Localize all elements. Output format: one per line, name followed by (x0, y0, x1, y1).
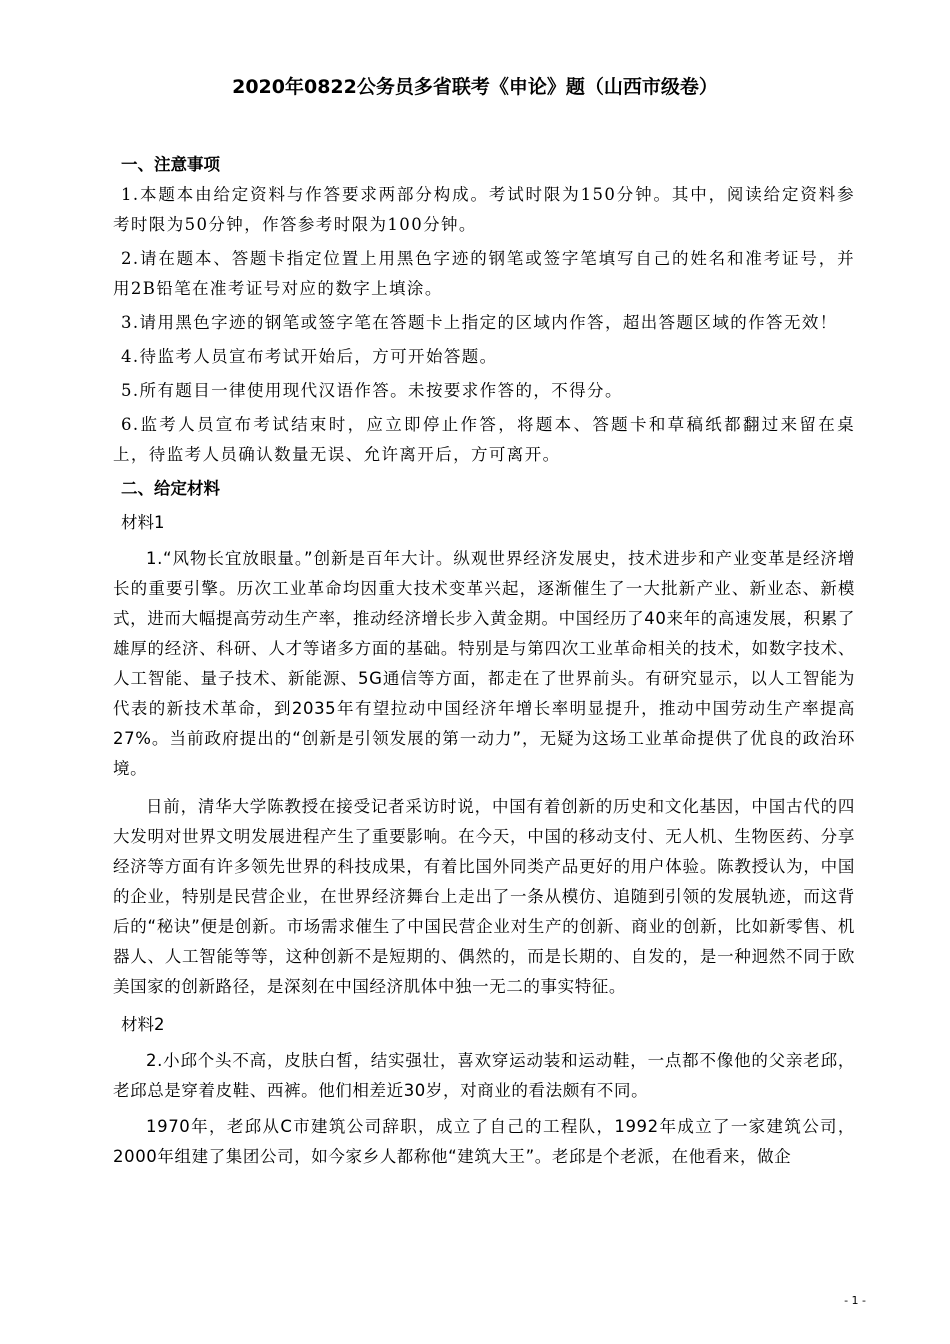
note-item: 6.监考人员宣布考试结束时，应立即停止作答，将题本、答题卡和草稿纸都翻过来留在桌上，待监考人员确认数量无误、允许离开后，方可离开。 (113, 415, 855, 464)
material-1-heading: 材料1 (121, 513, 165, 532)
note-item: 3.请用黑色字迹的钢笔或签字笔在答题卡上指定的区域内作答，超出答题区域的作答无效！ (121, 313, 838, 332)
material-paragraph: 日前，清华大学陈教授在接受记者采访时说，中国有着创新的历史和文化基因，中国古代的四大发明对世界文明发展进程产生了重要影响。在今天，中国的移动支付、无人机、生物医药、分享经济等方面有许多领先世界的科技成果，有着比国外同类产品更好的用户体验。陈教授认为，中国的企业，特别是民营企业，在世界经济舞台上走出了一条从模仿、追随到引领的发展轨迹，而这背后的“秘诀”便是创新。市场需求催生了中国民营企业对生产的创新、商业的创新，比如新零售、机器人、人工智能等等，这种创新不是短期的、偶然的，而是长期的、自发的，是一种迥然不同于欧美国家的创新路径，是深刻在中国经济肌体中独一无二的事实特征。 (113, 797, 855, 996)
note-item: 4.待监考人员宣布考试开始后，方可开始答题。 (121, 347, 498, 366)
section-heading-materials: 二、给定材料 (121, 479, 220, 498)
note-item: 5.所有题目一律使用现代汉语作答。未按要求作答的，不得分。 (121, 381, 623, 400)
page-title: 2020年0822公务员多省联考《申论》题（山西市级卷） (232, 76, 718, 98)
section-heading-notes: 一、注意事项 (121, 155, 220, 174)
material-2-heading: 材料2 (121, 1015, 165, 1034)
material-paragraph: 2.小邱个头不高，皮肤白皙，结实强壮，喜欢穿运动装和运动鞋，一点都不像他的父亲老邱，老邱总是穿着皮鞋、西裤。他们相差近30岁，对商业的看法颇有不同。 (113, 1051, 855, 1100)
material-paragraph: 1970年，老邱从C市建筑公司辞职，成立了自己的工程队，1992年成立了一家建筑公司，2000年组建了集团公司，如今家乡人都称他“建筑大王”。老邱是个老派，在他看来，做企 (113, 1117, 855, 1166)
notes-list (113, 180, 855, 470)
page-number: - 1 - (844, 1294, 866, 1307)
note-item: 2.请在题本、答题卡指定位置上用黑色字迹的钢笔或签字笔填写自己的姓名和准考证号，并用2B铅笔在准考证号对应的数字上填涂。 (113, 249, 855, 298)
material-paragraph: 1.“风物长宜放眼量。”创新是百年大计。纵观世界经济发展史，技术进步和产业变革是经济增长的重要引擎。历次工业革命均因重大技术变革兴起，逐渐催生了一大批新产业、新业态、新模式，进而大幅提高劳动生产率，推动经济增长步入黄金期。中国经历了40来年的高速发展，积累了雄厚的经济、科研、人才等诸多方面的基础。特别是与第四次工业革命相关的技术，如数字技术、人工智能、量子技术、新能源、5G通信等方面，都走在了世界前头。有研究显示，以人工智能为代表的新技术革命，到2035年有望拉动中国经济年增长率明显提升，推动中国劳动生产率提高27%。当前政府提出的“创新是引领发展的第一动力”，无疑为这场工业革命提供了优良的政治环境。 (113, 549, 855, 778)
document-body (113, 150, 855, 1172)
note-item: 1.本题本由给定资料与作答要求两部分构成。考试时限为150分钟。其中，阅读给定资料参考时限为50分钟，作答参考时限为100分钟。 (113, 185, 855, 234)
